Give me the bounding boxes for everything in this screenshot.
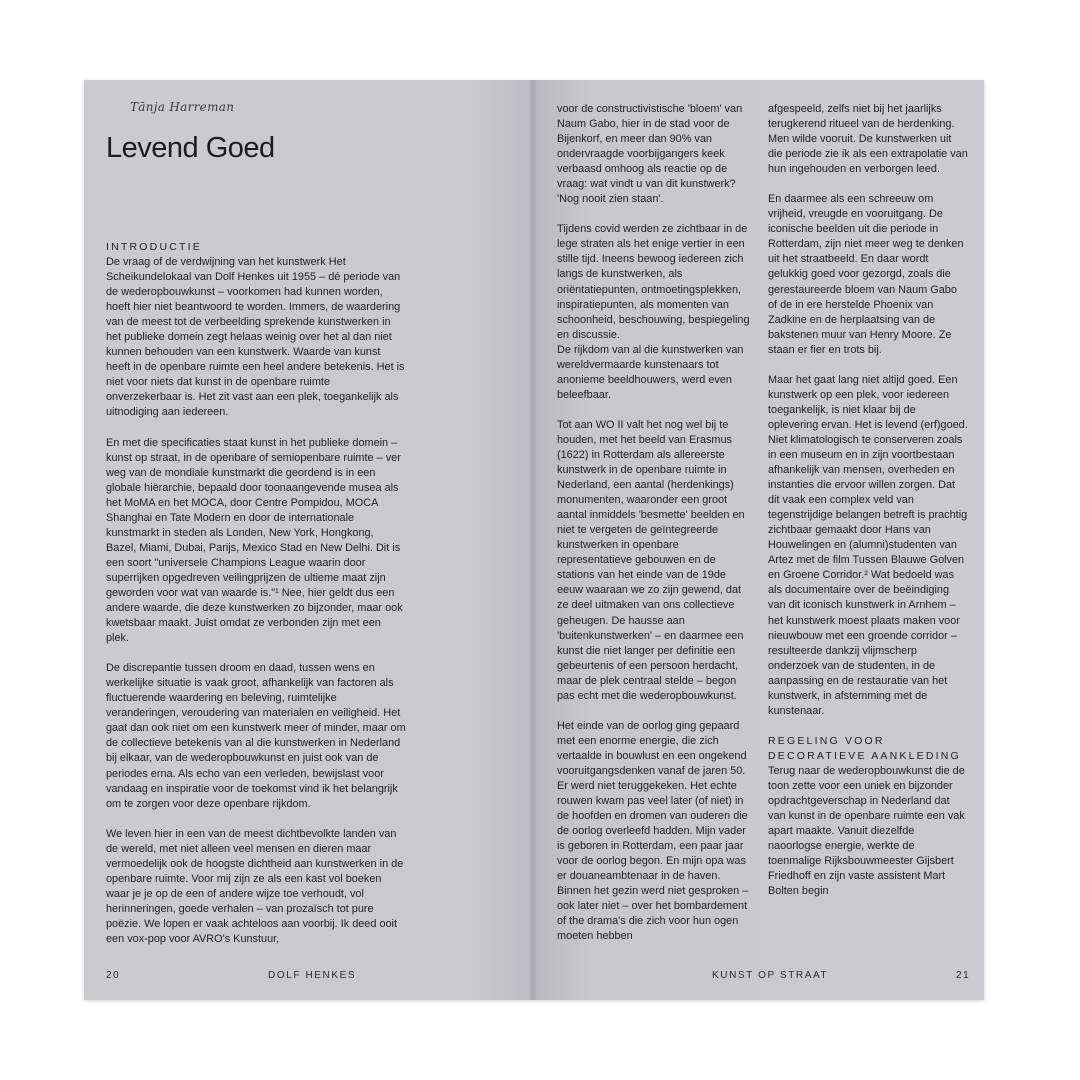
section-heading-regeling-line2: DECORATIEVE AANKLEDING bbox=[768, 749, 961, 762]
book-spread bbox=[84, 80, 984, 1000]
section-heading-regeling-line1: REGELING VOOR bbox=[768, 734, 885, 747]
body-paragraph: Terug naar de wederopbouwkunst die de toon zette voor een uniek en bijzonder opdrachtgeverschap in Nederland dat van kunst in de openbare ruimte een vak apart maakte. Vanuit diezelfde naoorlogse energie, werkte de toenmalige Rijksbouwmeester Gijsbert Friedhoff en zijn vaste assistent Mart Bolten begin bbox=[768, 764, 965, 898]
page-number-left: 20 bbox=[106, 970, 121, 981]
body-paragraph: Tijdens covid werden ze zichtbaar in de lege straten als het enige vertier in een stille tijd. Ineens bewoog iedereen zich langs de kunstwerken, als oriëntatiepunten, ontmoetingsplekken, inspiratiepunten, als momenten van schoonheid, beschouwing, bespiegeling en discussie. bbox=[557, 223, 750, 341]
body-paragraph: voor de constructivistische 'bloem' van Naum Gabo, hier in de stad voor de Bijenkorf, en meer dan 90% van ondervraagde voorbijgangers keek verbaasd omhoog als reactie op de vraag: wat vindt u van dit kunstwerk? 'Nog nooit zien staan'. bbox=[557, 103, 743, 206]
right-page bbox=[536, 80, 984, 1000]
body-paragraph: Het einde van de oorlog ging gepaard met een enorme energie, die zich vertaalde in bouwlust en een ongekend vooruitgangsdenken vanaf de jaren 50. Er werd niet teruggekeken. Het echte rouwen kwam pas veel later (of niet) in de hoofden en dromen van ouderen die de oorlog overleefd hadden. Mijn vader is geboren in Rotterdam, een paar jaar voor de oorlog begon. En mijn opa was er douaneambtenaar in de haven. Binnen het gezin werd niet gesproken – ook later niet – over het bombardement of the drama's die zich voor hun ogen moeten hebben bbox=[557, 719, 749, 943]
left-page bbox=[84, 80, 532, 1000]
page-number-right: 21 bbox=[956, 970, 971, 981]
body-paragraph: We leven hier in een van de meest dichtbevolkte landen van de wereld, met niet alleen veel mensen en dieren maar vermoedelijk ook de hoogste dichtheid aan kunstwerken in de openbare ruimte. Voor mij zijn ze als een kast vol boeken waar je je op de een of andere wijze toe verhoudt, vol herinneringen, goede verhalen – van prozaïsch tot pure poëzie. We lopen er vaak achteloos aan voorbij. Ik deed ooit een vox-pop voor AVRO's Kunstuur, bbox=[106, 827, 404, 945]
article-title: Levend Goed bbox=[106, 132, 275, 164]
body-paragraph: En daarmee als een schreeuw om vrijheid, vreugde en vooruitgang. De iconische beelden uit die periode in Rotterdam, zijn niet meer weg te denken uit het straatbeeld. En daar wordt gelukkig goed voor gezorgd, zoals die gerestaureerde bloem van Naum Gabo of de in ere herstelde Phoenix van Zadkine en de herplaatsing van de bakstenen muur van Henry Moore. Ze staan er fier en trots bij. bbox=[768, 193, 964, 356]
left-page-body bbox=[106, 240, 406, 947]
body-paragraph: afgespeeld, zelfs niet bij het jaarlijks terugkerend ritueel van de herdenking. Men wilde vooruit. De kunstwerken uit die periode zie ik als een extrapolatie van hun ingehouden en verborgen leed. bbox=[768, 103, 968, 176]
right-page-column-2 bbox=[768, 102, 968, 899]
intro-paragraph: De vraag of de verdwijning van het kunstwerk Het Scheikundelokaal van Dolf Henkes uit 1955 – dé periode van de wederopbouwkunst – voorkomen had kunnen worden, hoeft hier niet beantwoord te worden. Immers, de waardering van de meest tot de verbeelding sprekende kunstwerken in het publieke domein zegt helaas weinig over het al dan niet kunnen behouden van een kunstwerk. Waarde van kunst heeft in de openbare ruimte een heel andere betekenis. Het is niet voor niets dat kunst in de openbare ruimte onverzekerbaar is. Het zit vast aan een plek, toegankelijk als uitnodiging aan iedereen. bbox=[106, 256, 405, 419]
body-paragraph: Tot aan WO II valt het nog wel bij te houden, met het beeld van Erasmus (1622) in Rotterdam als allereerste kunstwerk in de openbare ruimte in Nederland, een aantal (herdenkings) monumenten, waaronder een groot aantal inmiddels 'besmette' beelden en niet te vergeten de geïntegreerde kunstwerken in openbare representatieve gebouwen en de stations van het einde van de 19de eeuw waaraan we zo zijn gewend, dat ze deel uitmaken van ons collectieve geheugen. De hausse aan 'buitenkunstwerken' – en daarmee een kunst die niet langer per definitie een gebeurtenis of een persoon herdacht, maar de plek centraal stelde – begon pas echt met die wederopbouwkunst. bbox=[557, 418, 745, 702]
body-paragraph: Maar het gaat lang niet altijd goed. Een kunstwerk op een plek, voor iedereen toegankelijk, is niet klaar bij de oplevering ervan. Het is levend (erf)goed. Niet klimatologisch te conserveren zoals in een museum en in zijn voortbestaan afhankelijk van mensen, overheden en instanties die ervoor willen zorgen. Dat dit vaak een complex veld van tegenstrijdige belangen betreft is prachtig zichtbaar gemaakt door Hans van Houwelingen en (alumni)studenten van Artez met de film Tussen Blauwe Golven en Groene Corridor.² Wat bedoeld was als documentaire over de beëindiging van dit iconisch kunstwerk in Arnhem – het kunstwerk moest plaats maken voor nieuwbouw met een groende corridor – resulteerde dankzij vlijmscherp onderzoek van de studenten, in de aanpassing en de restauratie van het kunstwerk, in afstemming met de kunstenaar. bbox=[768, 373, 968, 717]
body-paragraph: De discrepantie tussen droom en daad, tussen wens en werkelijke situatie is vaak groot, afhankelijk van factoren als fluctuerende waardering en beleving, ruimtelijke veranderingen, veroudering van materialen en veiligheid. Het gaat dan ook niet om een kunstwerk meer of minder, maar om de collectieve betekenis van al die kunstwerken in Nederland bij elkaar, van de wederopbouwkunst en juist ook van de periodes erna. Als echo van een verleden, bewijslast voor vandaag en inspiratie voor de toekomst vind ik het belangrijk om te zorgen voor deze openbare rijkdom. bbox=[106, 662, 406, 810]
author-signature: Tānja Harreman bbox=[130, 100, 235, 114]
section-heading-introductie: INTRODUCTIE bbox=[106, 241, 202, 253]
body-paragraph: En met die specificaties staat kunst in het publieke domein – kunst op straat, in de openbare of semiopenbare ruimte – ver weg van de mondiale kunstmarkt die geordend is in een globale hiërarchie, bepaald door toonaangevende musea als het MoMA en het MOCA, door Centre Pompidou, MOCA Shanghai en Tate Modern en door de internationale kunstmarkt in steden als Londen, New York, Hongkong, Bazel, Miami, Dubai, Parijs, Mexico Stad en New Delhi. Dit is een soort "universele Champions League waarin door superrijken opgedreven veilingprijzen de ultieme maat zijn geworden voor wat van waarde is."¹ Nee, hier geldt dus een andere waarde, die deze kunstwerken zo bijzonder, maar ook kwetsbaar maakt. Juist omdat ze verbonden zijn met een plek. bbox=[106, 436, 403, 645]
running-footer-left: DOLF HENKES bbox=[268, 970, 357, 981]
right-page-column-1 bbox=[557, 102, 753, 944]
body-paragraph: De rijkdom van al die kunstwerken van wereldvermaarde kunstenaars tot anonieme beeldhouwers, werd even beleefbaar. bbox=[557, 343, 744, 401]
running-footer-right: KUNST OP STRAAT bbox=[712, 970, 829, 981]
